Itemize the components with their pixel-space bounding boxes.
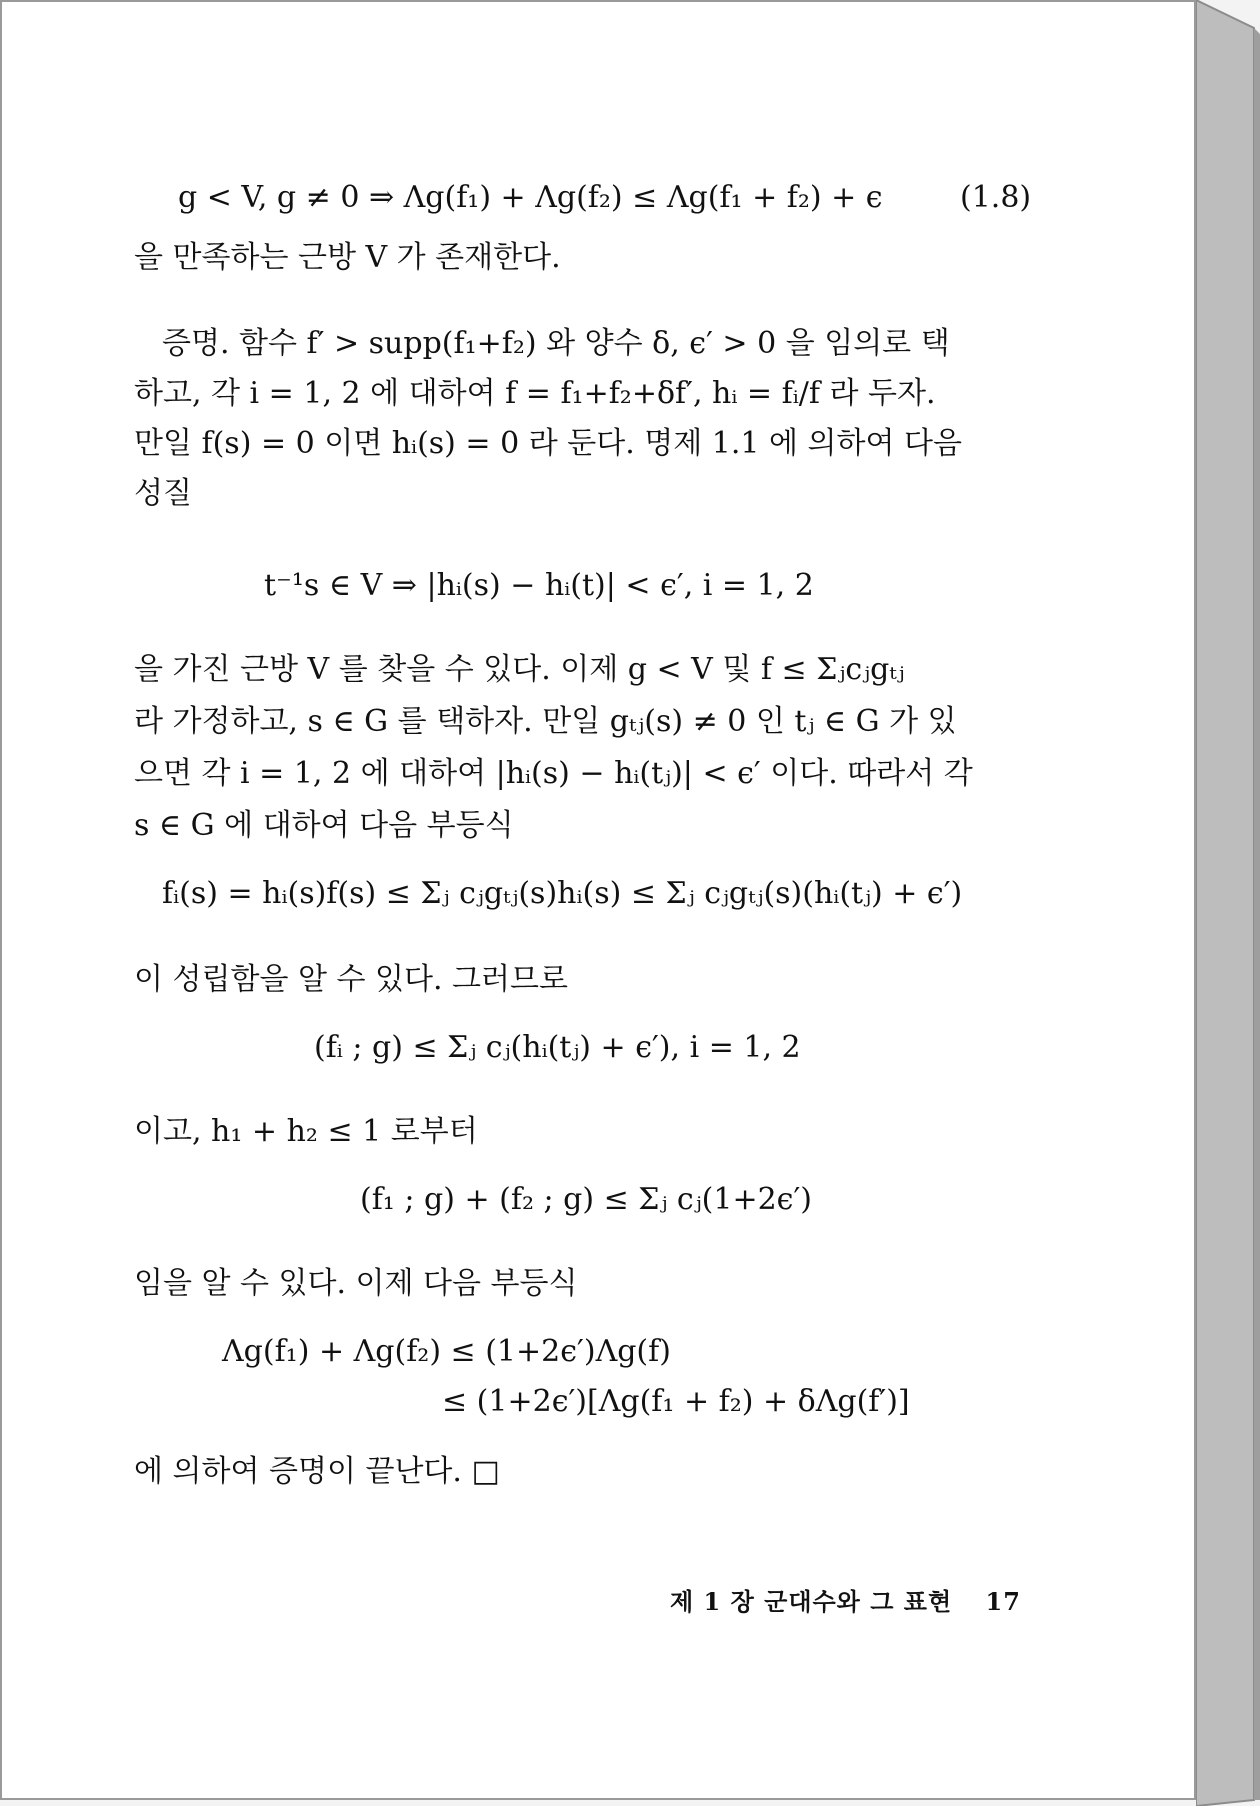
equation-property: t⁻¹s ∈ V ⇒ |hᵢ(s) − hᵢ(t)| < ϵ′, i = 1, 2 [264,568,814,603]
book-edge [1196,0,1260,1806]
chapter-title: 제 1 장 군대수와 그 표현 [670,1587,953,1616]
equation-number-1-8: (1.8) [960,180,1032,215]
equation-inequality: fᵢ(s) = hᵢ(s)f(s) ≤ Σⱼ cⱼgₜⱼ(s)hᵢ(s) ≤ Σⱼ cⱼgₜⱼ(s)(hᵢ(tⱼ) + ϵ′) [162,876,963,911]
equation-sum: (f₁ ; g) + (f₂ ; g) ≤ Σⱼ cⱼ(1+2ϵ′) [360,1182,812,1217]
text-line-10: 이고, h₁ + h₂ ≤ 1 로부터 [134,1114,478,1149]
proof-line-2: 하고, 각 i = 1, 2 에 대하여 f = f₁+f₂+δf′, hᵢ = fᵢ/f 라 두자. [134,376,936,411]
text-line-9: 이 성립함을 알 수 있다. 그러므로 [134,962,568,997]
equation-lambda-2: ≤ (1+2ϵ′)[Λg(f₁ + f₂) + δΛg(f′)] [442,1384,910,1419]
text-line-7: 으면 각 i = 1, 2 에 대하여 |hᵢ(s) − hᵢ(tⱼ)| < ϵ′ 이다. 따라서 각 [134,756,973,791]
text-line-neighborhood: 을 만족하는 근방 V 가 존재한다. [134,240,561,275]
text-line-8: s ∈ G 에 대하여 다음 부등식 [134,808,514,843]
text-line-12: 에 의하여 증명이 끝난다. □ [134,1454,500,1489]
page-footer [670,1582,1021,1617]
text-line-11: 임을 알 수 있다. 이제 다음 부등식 [134,1266,578,1301]
equation-1-8: g < V, g ≠ 0 ⇒ Λg(f₁) + Λg(f₂) ≤ Λg(f₁ + f₂) + ϵ [178,180,883,215]
proof-line-4: 성질 [134,476,192,511]
page-number: 17 [985,1587,1021,1616]
text-line-5: 을 가진 근방 V 를 찾을 수 있다. 이제 g < V 및 f ≤ Σⱼcⱼgₜⱼ [134,652,905,687]
equation-lambda-1: Λg(f₁) + Λg(f₂) ≤ (1+2ϵ′)Λg(f) [222,1334,671,1369]
text-line-6: 라 가정하고, s ∈ G 를 택하자. 만일 gₜⱼ(s) ≠ 0 인 tⱼ ∈ G 가 있 [134,704,957,739]
proof-line-1: 증명. 함수 f′ > supp(f₁+f₂) 와 양수 δ, ϵ′ > 0 을 임의로 택 [162,326,950,361]
proof-line-3: 만일 f(s) = 0 이면 hᵢ(s) = 0 라 둔다. 명제 1.1 에 의하여 다음 [134,426,962,461]
equation-fi: (fᵢ ; g) ≤ Σⱼ cⱼ(hᵢ(tⱼ) + ϵ′), i = 1, 2 [314,1030,801,1065]
